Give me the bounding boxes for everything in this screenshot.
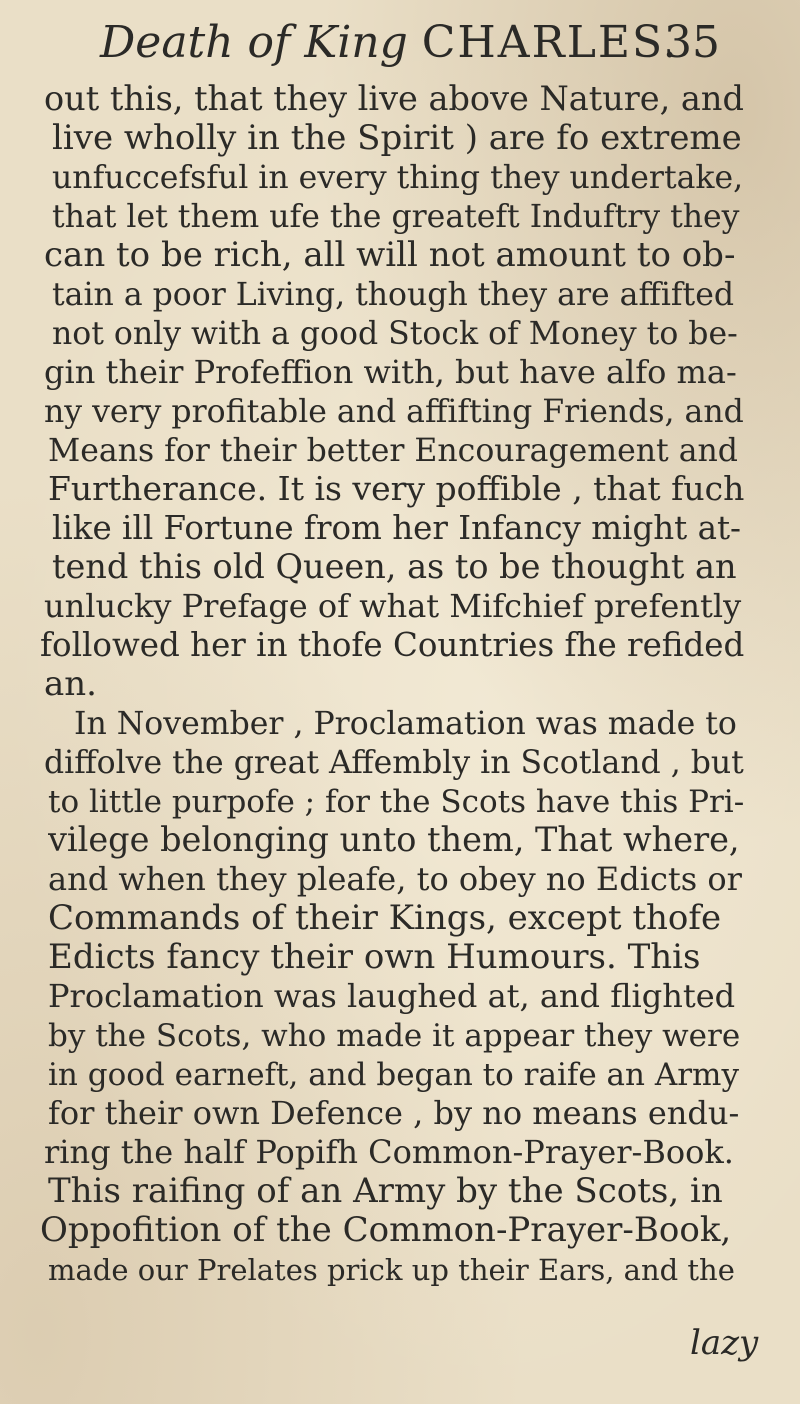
text-line: out this, that they live above Nature, and: [44, 79, 744, 118]
text-line: Oppofition of the Common-Prayer-Book,: [40, 1210, 732, 1250]
text-line: followed her in thofe Countries fhe refided: [40, 626, 744, 664]
catchword: lazy: [690, 1323, 759, 1363]
text-line: ring the half Popifh Common-Prayer-Book.: [44, 1133, 734, 1171]
text-line: Furtherance. It is very poffible , that fuch: [48, 469, 744, 508]
text-line: that let them ufe the greateft Induftry they: [52, 199, 740, 235]
text-line: This raifing of an Army by the Scots, in: [48, 1171, 723, 1211]
header-title-caps: CHARLES.: [421, 17, 679, 68]
text-line: not only with a good Stock of Money to be-: [52, 316, 738, 352]
text-line: can to be rich, all will not amount to ob-: [44, 235, 736, 275]
text-line: by the Scots, who made it appear they were: [48, 1018, 741, 1054]
text-line: to little purpofe ; for the Scots have this Pri-: [48, 784, 744, 820]
text-line: diffolve the great Affembly in Scotland , but: [44, 745, 744, 781]
text-line: Commands of their Kings, except thofe: [48, 898, 722, 938]
text-line: tain a poor Living, though they are affifted: [52, 277, 735, 313]
text-line: unfuccefsful in every thing they undertake,: [52, 160, 744, 196]
text-line: live wholly in the Spirit ) are fo extreme: [52, 118, 742, 158]
text-line: and when they pleafe, to obey no Edicts or: [48, 860, 742, 898]
header-title-italic: Death of King: [100, 17, 408, 68]
text-line: tend this old Queen, as to be thought an: [52, 547, 737, 586]
text-line: unlucky Prefage of what Mifchief prefently: [44, 587, 742, 625]
text-line: Edicts fancy their own Humours. This: [48, 937, 701, 977]
text-line: in good earneft, and began to raife an Army: [48, 1057, 739, 1093]
text-line: made our Prelates prick up their Ears, and the: [48, 1253, 735, 1287]
text-line: like ill Fortune from her Infancy might at-: [52, 509, 741, 547]
text-line: an.: [44, 664, 97, 704]
text-line: ny very profitable and affifting Friends, and: [44, 394, 744, 430]
text-line: In November , Proclamation was made to: [74, 706, 737, 742]
text-line: vilege belonging unto them, That where,: [48, 820, 740, 859]
text-line: gin their Profeffion with, but have alfo ma-: [44, 353, 737, 391]
text-line: Proclamation was laughed at, and flighted: [48, 977, 736, 1015]
text-line: for their own Defence , by no means endu-: [48, 1094, 740, 1132]
text-line: Means for their better Encouragement and: [48, 433, 738, 469]
page-number: 35: [664, 17, 720, 68]
running-header: [100, 8, 720, 78]
